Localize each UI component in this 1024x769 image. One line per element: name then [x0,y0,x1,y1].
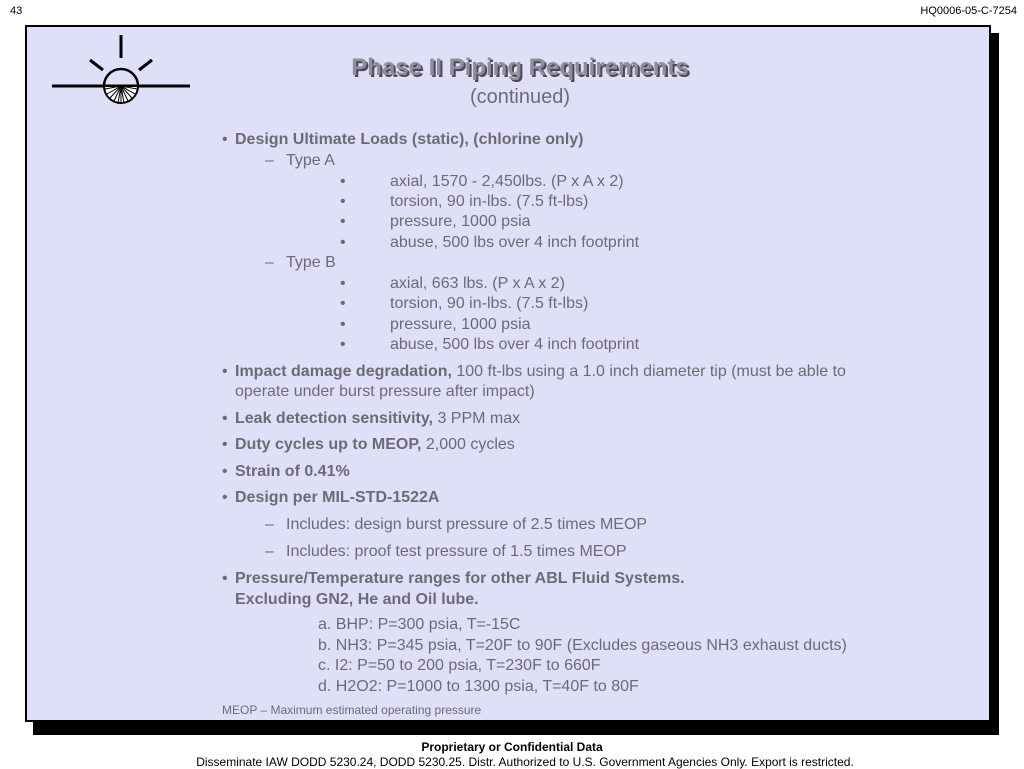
dash-icon: – [265,152,274,169]
footer-proprietary: Proprietary or Confidential Data [421,740,603,754]
bullet-icon: • [222,463,228,480]
type-a-heading: Type A [286,152,335,169]
type-b-heading: Type B [286,254,336,271]
type-a-item: abuse, 500 lbs over 4 inch footprint [390,234,640,251]
impact-text-continued: operate under burst pressure after impact) [235,383,535,400]
slide-title: Phase II Piping Requirements [351,54,689,81]
dash-icon: – [265,543,274,560]
sub-bullet-icon: • [340,275,346,292]
type-b-item: pressure, 1000 psia [390,316,531,333]
system-item: c. I2: P=50 to 200 psia, T=230F to 660F [318,657,601,674]
impact-text: 100 ft-lbs using a 1.0 inch diameter tip (must be able to [451,363,846,380]
bullet-design-per: Design per MIL-STD-1522A [235,489,440,506]
bullet-icon: • [222,410,228,427]
footer-distribution: Disseminate IAW DODD 5230.24, DODD 5230.25. Distr. Authorized to U.S. Government Agencies Only. Export is restricted. [196,755,854,769]
type-b-item: axial, 663 lbs. (P x A x 2) [390,275,565,292]
system-item: b. NH3: P=345 psia, T=20F to 90F (Excludes gaseous NH3 exhaust ducts) [318,637,847,654]
document-id: HQ0006-05-C-7254 [920,5,1017,17]
system-item: a. BHP: P=300 psia, T=-15C [318,616,521,633]
bullet-strain: Strain of 0.41% [235,463,350,480]
bullet-icon: • [222,363,228,380]
type-b-item: torsion, 90 in-lbs. (7.5 ft-lbs) [390,295,589,312]
bullet-icon: • [222,436,228,453]
pressure-temp-exclusion: Excluding GN2, He and Oil lube. [235,591,479,608]
includes-burst: Includes: design burst pressure of 2.5 times MEOP [286,516,648,533]
leak-label: Leak detection sensitivity, [235,410,433,427]
bullet-design-loads: Design Ultimate Loads (static), (chlorine only) [235,131,584,148]
sub-bullet-icon: • [340,193,346,210]
leak-text: 3 PPM max [433,410,521,427]
sub-bullet-icon: • [340,173,346,190]
bullet-duty [235,435,515,455]
dash-icon: – [265,516,274,533]
duty-label: Duty cycles up to MEOP, [235,436,422,453]
includes-proof: Includes: proof test pressure of 1.5 times MEOP [286,543,627,560]
sub-bullet-icon: • [340,295,346,312]
bullet-icon: • [222,570,228,587]
bullet-leak [235,409,520,429]
page-number: 43 [10,5,23,17]
bullet-icon: • [222,489,228,506]
bullet-impact [235,362,846,382]
system-item: d. H2O2: P=1000 to 1300 psia, T=40F to 80F [318,678,639,695]
duty-text: 2,000 cycles [421,436,515,453]
type-a-item: torsion, 90 in-lbs. (7.5 ft-lbs) [390,193,589,210]
type-a-item: pressure, 1000 psia [390,213,531,230]
bullet-pressure-temp: Pressure/Temperature ranges for other ABL Fluid Systems. [235,570,685,587]
sub-bullet-icon: • [340,316,346,333]
impact-label: Impact damage degradation, [235,363,452,380]
type-a-item: axial, 1570 - 2,450lbs. (P x A x 2) [390,173,624,190]
type-b-item: abuse, 500 lbs over 4 inch footprint [390,336,640,353]
sub-bullet-icon: • [340,336,346,353]
sub-bullet-icon: • [340,234,346,251]
bullet-icon: • [222,131,228,148]
dash-icon: – [265,254,274,271]
meop-note: MEOP – Maximum estimated operating pressure [222,703,482,717]
sub-bullet-icon: • [340,213,346,230]
slide-subtitle: (continued) [469,86,571,108]
